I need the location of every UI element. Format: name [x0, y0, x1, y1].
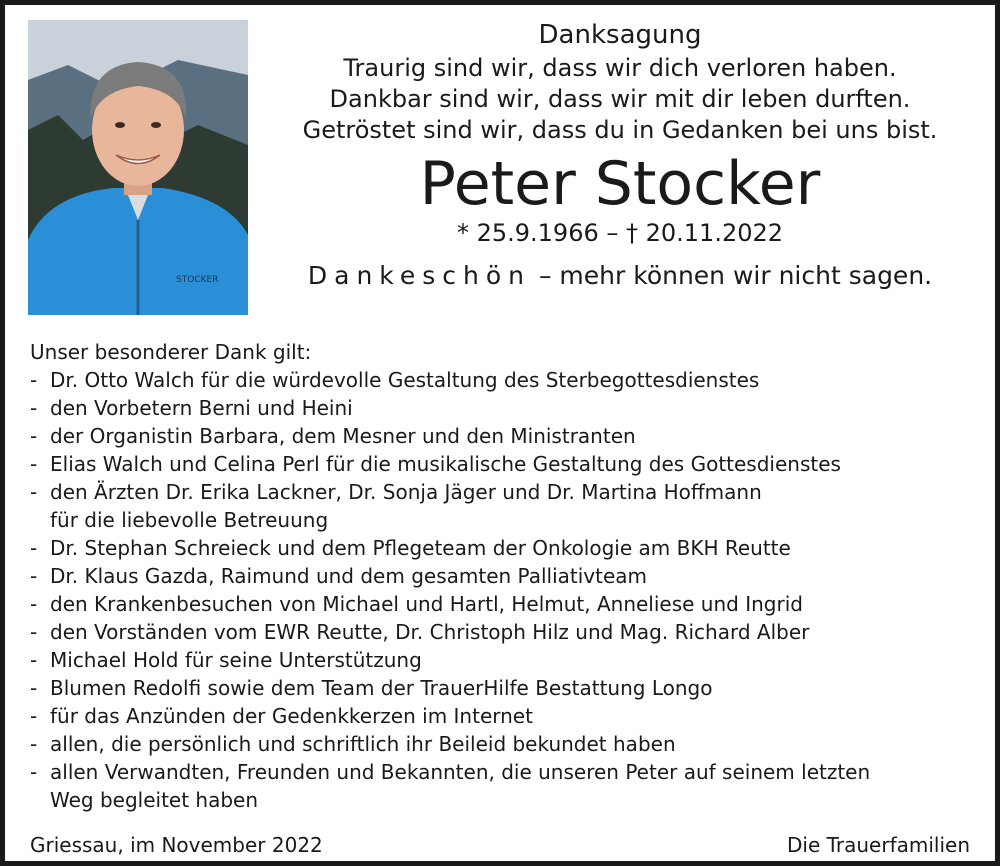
- left-eye: [115, 122, 125, 128]
- list-item: - den Krankenbesuchen von Michael und Hartl, Helmut, Anneliese und Ingrid: [30, 592, 803, 616]
- list-item: - Michael Hold für seine Unterstützung: [30, 648, 422, 672]
- bullet-dash: -: [30, 704, 38, 728]
- bullet-dash: -: [30, 424, 38, 448]
- bullet-dash: -: [30, 480, 38, 504]
- list-item: - Dr. Klaus Gazda, Raimund und dem gesamten Palliativteam: [30, 564, 648, 588]
- bullet-dash: -: [30, 620, 38, 644]
- list-item: - den Ärzten Dr. Erika Lackner, Dr. Sonja Jäger und Dr. Martina Hoffmann für die liebevolle Betreuung: [30, 480, 762, 532]
- thanks-line: [270, 260, 970, 292]
- bullet-dash: -: [30, 536, 38, 560]
- bullet-dash: -: [30, 676, 38, 700]
- right-eye: [151, 122, 161, 128]
- bullet-dash: -: [30, 760, 38, 784]
- list-item: - den Vorständen vom EWR Reutte, Dr. Christoph Hilz und Mag. Richard Alber: [30, 620, 810, 644]
- bullet-dash: -: [30, 648, 38, 672]
- acknowledgements: [30, 338, 975, 814]
- thanks-list: [30, 366, 975, 814]
- bullet-dash: -: [30, 592, 38, 616]
- intro-text: Unser besonderer Dank gilt:: [30, 340, 312, 364]
- portrait-photo: [28, 20, 248, 315]
- verse-line: Traurig sind wir, dass wir dich verloren haben.: [343, 54, 897, 82]
- list-item: - für das Anzünden der Gedenkkerzen im Internet: [30, 704, 533, 728]
- place-date: Griessau, im November 2022: [30, 833, 323, 857]
- list-item: - der Organistin Barbara, dem Mesner und den Ministranten: [30, 424, 636, 448]
- list-item: - Elias Walch und Celina Perl für die musikalische Gestaltung des Gottesdienstes: [30, 452, 841, 476]
- list-item: - allen Verwandten, Freunden und Bekannten, die unseren Peter auf seinem letzten Weg begleitet haben: [30, 760, 871, 812]
- signature: Die Trauerfamilien: [786, 833, 970, 857]
- thanks-word: Dankeschön: [307, 261, 532, 290]
- deceased-name: Peter Stocker: [419, 149, 821, 219]
- verse-line: Dankbar sind wir, dass wir mit dir leben durften.: [329, 85, 911, 113]
- portrait-image: [28, 20, 248, 315]
- list-item: - Dr. Otto Walch für die würdevolle Gestaltung des Sterbegottesdienstes: [30, 368, 760, 392]
- bullet-dash: -: [30, 732, 38, 756]
- title: Danksagung: [538, 20, 702, 50]
- bullet-dash: -: [30, 564, 38, 588]
- bullet-dash: -: [30, 452, 38, 476]
- shirt-logo: STOCKER: [176, 275, 219, 285]
- life-dates: * 25.9.1966 – † 20.11.2022: [456, 219, 784, 247]
- header: [270, 17, 970, 292]
- list-item: - Dr. Stephan Schreieck und dem Pflegeteam der Onkologie am BKH Reutte: [30, 536, 791, 560]
- thanks-rest: – mehr können wir nicht sagen.: [531, 261, 933, 290]
- bullet-dash: -: [30, 396, 38, 420]
- list-item: - Blumen Redolfi sowie dem Team der TrauerHilfe Bestattung Longo: [30, 676, 713, 700]
- bullet-dash: -: [30, 368, 38, 392]
- list-item: - allen, die persönlich und schriftlich ihr Beileid bekundet haben: [30, 732, 676, 756]
- list-item: - den Vorbetern Berni und Heini: [30, 396, 353, 420]
- verse-line: Getröstet sind wir, dass du in Gedanken bei uns bist.: [302, 116, 938, 144]
